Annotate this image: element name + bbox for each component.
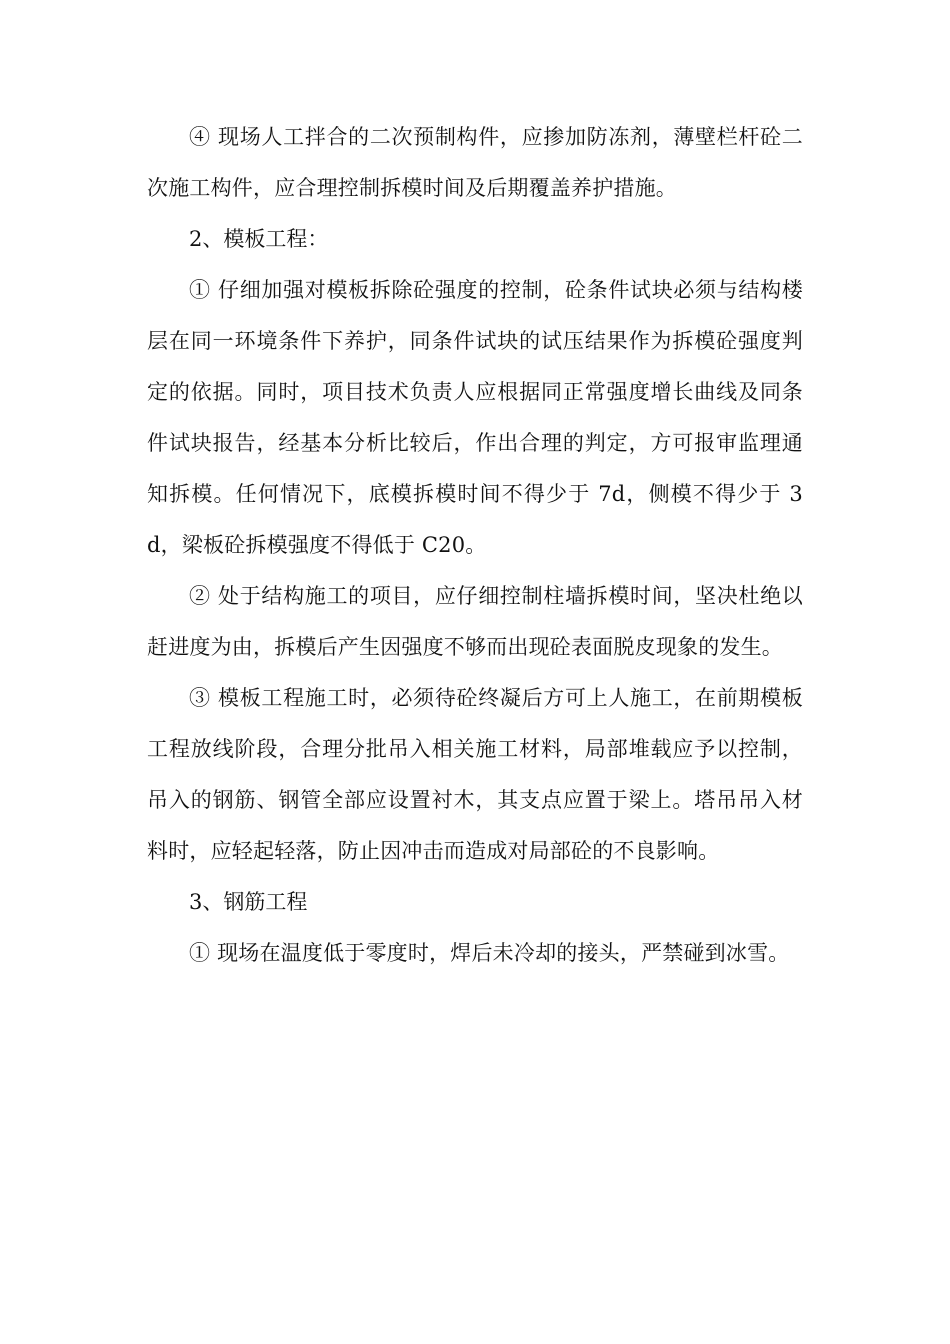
paragraph-column-wall-stripping: ② 处于结构施工的项目，应仔细控制柱墙拆模时间，坚决杜绝以赶进度为由，拆模后产生因强度不够而出现砼表面脱皮现象的发生。 [147, 584, 803, 659]
paragraph-formwork-loading: ③ 模板工程施工时，必须待砼终凝后方可上人施工，在前期模板工程放线阶段，合理分批吊入相关施工材料，局部堆载应予以控制，吊入的钢筋、钢管全部应设置衬木，其支点应置于梁上。塔吊吊入材料时，应轻起轻落，防止因冲击而造成对局部砼的不良影响。 [147, 686, 803, 863]
paragraph-welding-cold-weather: ① 现场在温度低于零度时，焊后未冷却的接头，严禁碰到冰雪。 [189, 941, 790, 965]
paragraph-formwork-strength-control: ① 仔细加强对模板拆除砼强度的控制，砼条件试块必须与结构楼层在同一环境条件下养护，同条件试块的试压结果作为拆模砼强度判定的依据。同时，项目技术负责人应根据同正常强度增长曲线及同条件试块报告，经基本分析比较后，作出合理的判定，方可报审监理通知拆模。任何情况下，底模拆模时间不得少于 7d，侧模不得少于 3d，梁板砼拆模强度不得低于 C20。 [147, 278, 803, 557]
paragraph-precast-components: ④ 现场人工拌合的二次预制构件，应掺加防冻剂，薄壁栏杆砼二次施工构件，应合理控制拆模时间及后期覆盖养护措施。 [147, 125, 803, 200]
section-heading-rebar: 3、钢筋工程 [189, 890, 308, 914]
document-body [147, 112, 803, 979]
section-heading-formwork: 2、模板工程： [189, 227, 329, 251]
